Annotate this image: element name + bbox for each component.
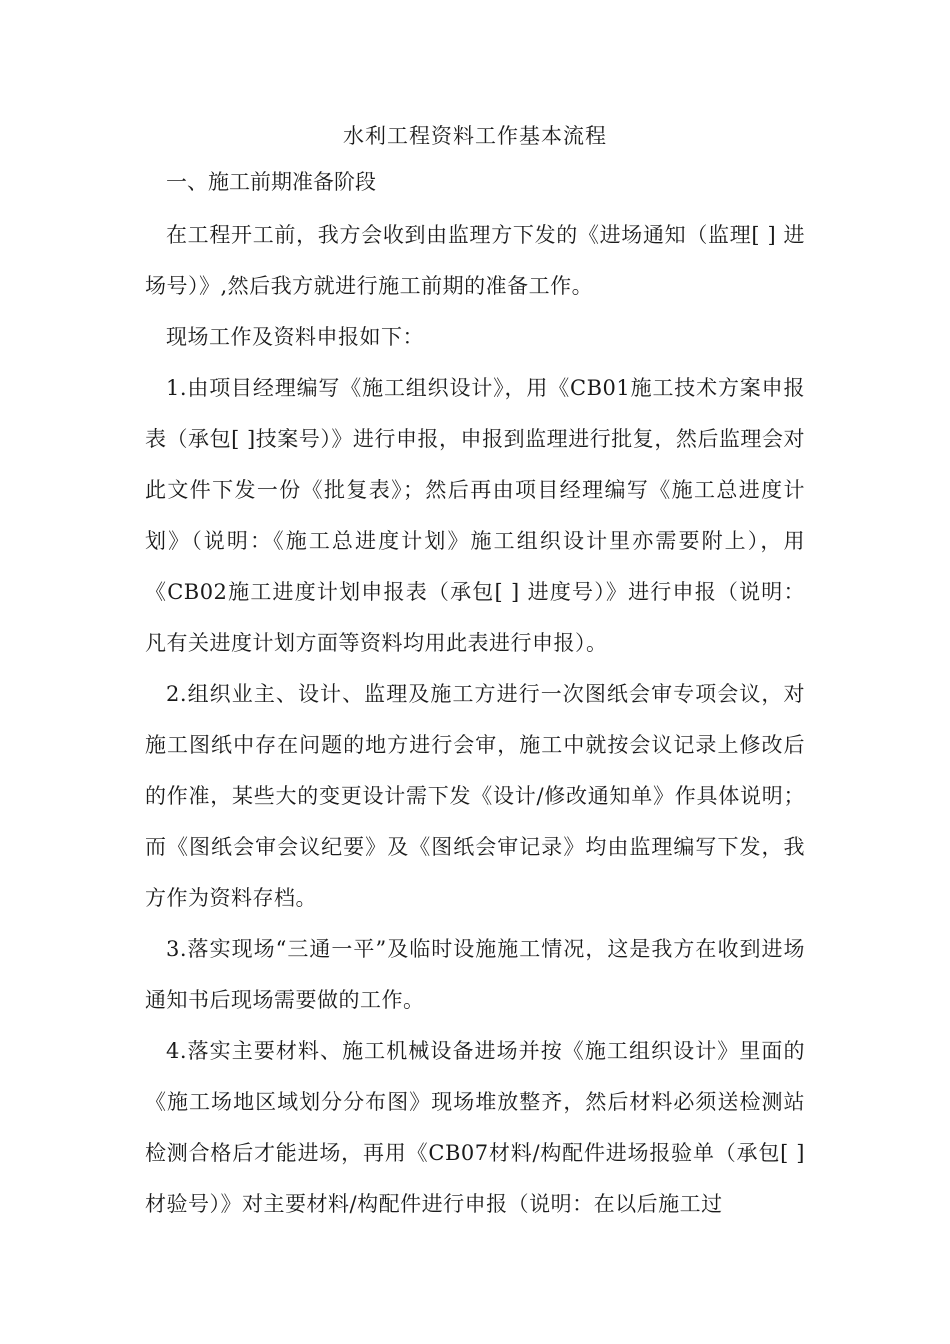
document-title: 水利工程资料工作基本流程 xyxy=(343,124,607,148)
paragraph-item-4: 4.落实主要材料、施工机械设备进场并按《施工组织设计》里面的《施工场地区域划分分布图》现场堆放整齐，然后材料必须送检测站检测合格后才能进场，再用《CB07材料/构配件进场报验单（承包[ ] 材验号）》对主要材料/构配件进行申报（说明：在以后施工过 xyxy=(145,1039,805,1216)
paragraph-site-work: 现场工作及资料申报如下： xyxy=(166,325,424,349)
paragraph-item-1: 1.由项目经理编写《施工组织设计》，用《CB01施工技术方案申报表（承包[ ]技案号）》进行申报，申报到监理进行批复，然后监理会对此文件下发一份《批复表》；然后再由项目经理编写《施工总进度计划》（说明：《施工总进度计划》施工组织设计里亦需要附上），用《CB02施工进度计划申报表（承包[ ] 进度号）》进行申报（说明：凡有关进度计划方面等资料均用此表进行申报）。 xyxy=(145,376,805,655)
paragraph-item-3: 3.落实现场“三通一平”及临时设施施工情况，这是我方在收到进场通知书后现场需要做的工作。 xyxy=(145,937,805,1012)
paragraph-item-2: 2.组织业主、设计、监理及施工方进行一次图纸会审专项会议，对施工图纸中存在问题的地方进行会审，施工中就按会议记录上修改后的作准，某些大的变更设计需下发《设计/修改通知单》作具体说明；而《图纸会审会议纪要》及《图纸会审记录》均由监理编写下发，我方作为资料存档。 xyxy=(145,682,805,910)
section-heading: 一、施工前期准备阶段 xyxy=(166,170,376,194)
paragraph-intro: 在工程开工前，我方会收到由监理方下发的《进场通知（监理[ ] 进场号）》,然后我方就进行施工前期的准备工作。 xyxy=(145,223,805,298)
